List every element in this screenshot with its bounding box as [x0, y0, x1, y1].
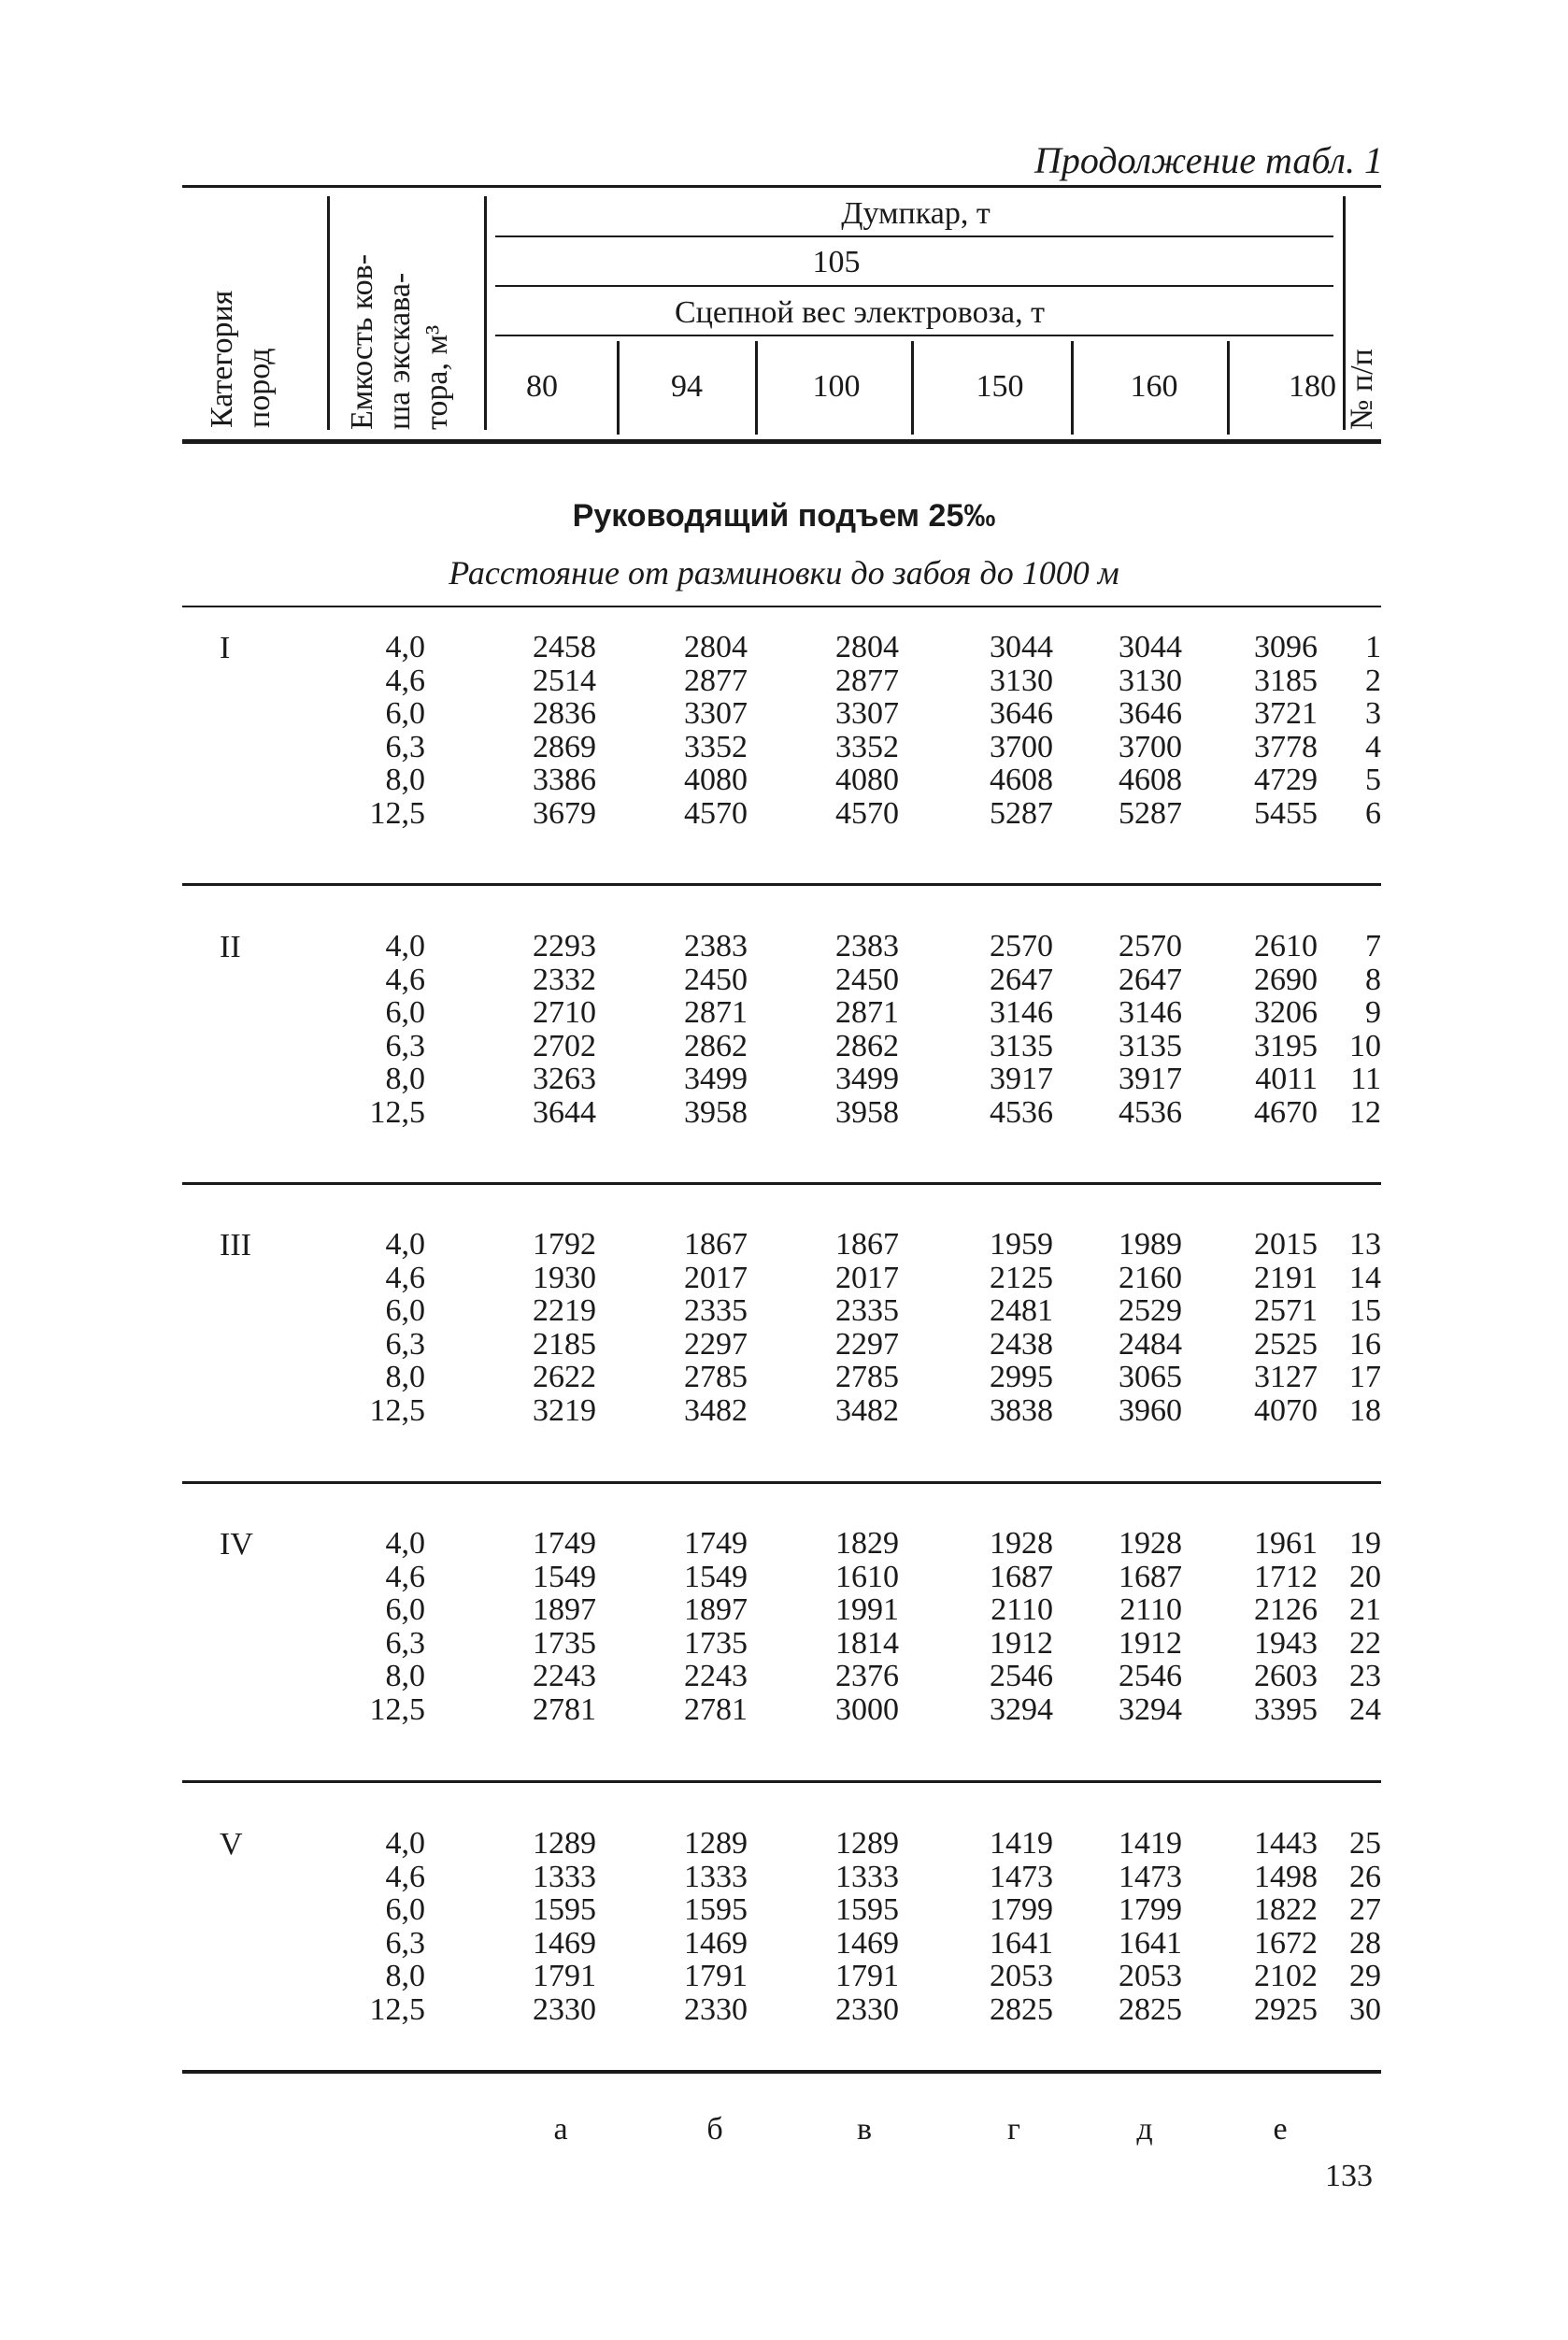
value-cell: 2647 [1119, 962, 1182, 997]
row-number-cell: 17 [1349, 1360, 1381, 1395]
weight-80: 80 [526, 369, 558, 404]
row-number-cell: 2 [1365, 663, 1381, 698]
value-cell: 4570 [835, 796, 899, 831]
value-cell: 1473 [1119, 1859, 1182, 1894]
category-label: V [220, 1827, 243, 1862]
value-cell: 2125 [990, 1260, 1053, 1295]
value-cell: 2571 [1254, 1293, 1318, 1329]
weight-100: 100 [812, 369, 861, 404]
value-cell: 1959 [990, 1227, 1053, 1262]
row-number-cell: 4 [1365, 729, 1381, 764]
value-cell: 1595 [835, 1892, 899, 1928]
row-number-cell: 23 [1349, 1659, 1381, 1694]
value-cell: 2297 [835, 1326, 899, 1362]
row-number-cell: 9 [1365, 995, 1381, 1031]
value-cell: 1792 [533, 1227, 596, 1262]
capacity-cell: 6,3 [385, 1028, 425, 1063]
group-separator-rule [182, 883, 1381, 886]
category-header [204, 291, 278, 428]
value-cell: 2458 [533, 630, 596, 664]
category-label: II [220, 930, 241, 964]
value-cell: 3679 [533, 796, 596, 831]
row-number-cell: 28 [1349, 1925, 1381, 1961]
value-cell: 2825 [990, 1992, 1053, 2027]
value-cell: 3646 [1119, 696, 1182, 732]
row-number-cell: 11 [1350, 1062, 1381, 1097]
capacity-cell: 4,0 [385, 1227, 425, 1262]
value-cell: 2871 [835, 995, 899, 1031]
value-cell: 1289 [684, 1826, 748, 1861]
locomotive-header: Сцепной вес электровоза, т [674, 295, 1045, 330]
row-number-cell: 13 [1349, 1227, 1381, 1262]
weight-divider-1 [617, 341, 620, 435]
value-cell: 1897 [533, 1592, 596, 1628]
locomotive-rule [495, 335, 1333, 336]
value-cell: 4570 [684, 796, 748, 831]
category-label: IV [220, 1527, 253, 1562]
value-cell: 2514 [533, 663, 596, 698]
value-cell: 1419 [1119, 1826, 1182, 1861]
value-cell: 2243 [533, 1659, 596, 1694]
row-number-cell: 10 [1349, 1028, 1381, 1063]
row-number-cell: 12 [1349, 1095, 1381, 1130]
row-number-cell: 29 [1349, 1959, 1381, 1994]
value-cell: 2330 [533, 1992, 596, 2027]
column-letter-e: е [1273, 2112, 1288, 2147]
value-cell: 2330 [835, 1992, 899, 2027]
value-cell: 2570 [990, 929, 1053, 963]
value-cell: 2836 [533, 696, 596, 732]
column-letter-a: а [553, 2112, 568, 2147]
value-cell: 2690 [1254, 962, 1318, 997]
capacity-cell: 8,0 [385, 1062, 425, 1097]
value-cell: 4080 [684, 763, 748, 798]
value-cell: 5455 [1254, 796, 1318, 831]
value-cell: 2877 [684, 663, 748, 698]
value-cell: 3307 [835, 696, 899, 732]
value-cell: 3000 [835, 1692, 899, 1727]
section-rule [182, 606, 1381, 607]
value-cell: 2484 [1119, 1326, 1182, 1362]
value-cell: 5287 [1119, 796, 1182, 831]
capacity-cell: 4,6 [385, 1559, 425, 1594]
value-cell: 3958 [835, 1095, 899, 1130]
weight-divider-5 [1227, 341, 1230, 435]
row-number-cell: 24 [1349, 1692, 1381, 1727]
dumpcar-value: 105 [812, 245, 861, 279]
value-cell: 2335 [835, 1293, 899, 1329]
value-cell: 3499 [684, 1062, 748, 1097]
capacity-cell: 12,5 [369, 1095, 425, 1130]
value-cell: 2570 [1119, 929, 1182, 963]
value-cell: 3482 [684, 1393, 748, 1428]
category-header-line-2: пород [242, 348, 277, 428]
value-cell: 2110 [991, 1592, 1053, 1628]
capacity-cell: 6,0 [385, 1892, 425, 1928]
row-number-cell: 30 [1349, 1992, 1381, 2027]
dumpcar-rule [495, 235, 1333, 237]
value-cell: 2804 [835, 630, 899, 664]
value-cell: 1897 [684, 1592, 748, 1628]
value-cell: 2017 [835, 1260, 899, 1295]
value-cell: 3127 [1254, 1360, 1318, 1395]
value-cell: 1735 [684, 1625, 748, 1661]
row-number-cell: 14 [1349, 1260, 1381, 1295]
row-number-cell: 25 [1349, 1826, 1381, 1861]
row-number-cell: 3 [1365, 696, 1381, 732]
value-cell: 2450 [684, 962, 748, 997]
value-cell: 2647 [990, 962, 1053, 997]
section-subtitle: Расстояние от разминовки до забоя до 1000 м [449, 554, 1119, 592]
value-cell: 1333 [835, 1859, 899, 1894]
weight-160: 160 [1130, 369, 1178, 404]
value-cell: 3700 [1119, 729, 1182, 764]
table-caption: Продолжение табл. 1 [1033, 139, 1383, 181]
value-cell: 3146 [990, 995, 1053, 1031]
value-cell: 1912 [990, 1625, 1053, 1661]
value-cell: 2335 [684, 1293, 748, 1329]
capacity-cell: 6,3 [385, 729, 425, 764]
value-cell: 1595 [533, 1892, 596, 1928]
value-cell: 1943 [1254, 1625, 1318, 1661]
value-cell: 1469 [533, 1925, 596, 1961]
capacity-cell: 4,6 [385, 1260, 425, 1295]
value-cell: 1829 [835, 1526, 899, 1561]
value-cell: 2160 [1119, 1260, 1182, 1295]
category-label: I [220, 631, 231, 665]
value-cell: 3206 [1254, 995, 1318, 1031]
weight-180: 180 [1289, 369, 1336, 404]
value-cell: 1641 [1119, 1925, 1182, 1961]
value-cell: 2862 [835, 1028, 899, 1063]
value-cell: 2877 [835, 663, 899, 698]
value-cell: 2710 [533, 995, 596, 1031]
row-number-cell: 20 [1349, 1559, 1381, 1594]
value-cell: 3646 [990, 696, 1053, 732]
capacity-cell: 12,5 [369, 1992, 425, 2027]
value-cell: 3263 [533, 1062, 596, 1097]
value-cell: 2781 [684, 1692, 748, 1727]
weight-150: 150 [976, 369, 1024, 404]
column-letter-g: г [1007, 2112, 1020, 2147]
value-cell: 2825 [1119, 1992, 1182, 2027]
capacity-header-line-1: Емкость ков- [345, 253, 379, 430]
capacity-header [344, 254, 456, 430]
value-cell: 3482 [835, 1393, 899, 1428]
category-header-line-1: Категория [205, 290, 239, 428]
value-cell: 3307 [684, 696, 748, 732]
column-letter-d: д [1136, 2112, 1153, 2147]
capacity-cell: 12,5 [369, 1692, 425, 1727]
value-cell: 2297 [684, 1326, 748, 1362]
value-cell: 3294 [1119, 1692, 1182, 1727]
value-cell: 3352 [684, 729, 748, 764]
value-cell: 2781 [533, 1692, 596, 1727]
value-cell: 1549 [684, 1559, 748, 1594]
value-cell: 1473 [990, 1859, 1053, 1894]
value-cell: 1641 [990, 1925, 1053, 1961]
row-number-cell: 19 [1349, 1526, 1381, 1561]
group-separator-rule [182, 1780, 1381, 1783]
value-cell: 4070 [1254, 1393, 1318, 1428]
value-cell: 1610 [835, 1559, 899, 1594]
value-cell: 4536 [1119, 1095, 1182, 1130]
value-cell: 3135 [990, 1028, 1053, 1063]
value-cell: 1687 [1119, 1559, 1182, 1594]
value-cell: 2525 [1254, 1326, 1318, 1362]
row-number-cell: 22 [1349, 1625, 1381, 1661]
value-cell: 3294 [990, 1692, 1053, 1727]
value-cell: 1867 [684, 1227, 748, 1262]
value-cell: 1469 [684, 1925, 748, 1961]
value-cell: 2243 [684, 1659, 748, 1694]
capacity-cell: 12,5 [369, 1393, 425, 1428]
column-letter-v: в [856, 2112, 873, 2147]
capacity-header-line-3: тора, м³ [420, 324, 454, 430]
value-cell: 3960 [1119, 1393, 1182, 1428]
value-cell: 1961 [1254, 1526, 1318, 1561]
value-cell: 2053 [1119, 1959, 1182, 1994]
value-cell: 2871 [684, 995, 748, 1031]
capacity-cell: 6,3 [385, 1925, 425, 1961]
value-cell: 3044 [1119, 630, 1182, 664]
value-cell: 2293 [533, 929, 596, 963]
page-number: 133 [1325, 2159, 1373, 2193]
value-cell: 2785 [835, 1360, 899, 1395]
value-cell: 1687 [990, 1559, 1053, 1594]
dumpcar-value-rule [495, 285, 1333, 287]
capacity-cell: 4,0 [385, 929, 425, 963]
capacity-cell: 6,0 [385, 1592, 425, 1628]
category-label: III [220, 1228, 251, 1263]
value-cell: 1989 [1119, 1227, 1182, 1262]
header-top-rule [182, 185, 1381, 188]
value-cell: 1749 [533, 1526, 596, 1561]
capacity-header-line-2: ша экскава- [382, 272, 417, 430]
value-cell: 2126 [1254, 1592, 1318, 1628]
value-cell: 2102 [1254, 1959, 1318, 1994]
row-number-cell: 15 [1349, 1293, 1381, 1329]
capacity-cell: 8,0 [385, 1959, 425, 1994]
value-cell: 1443 [1254, 1826, 1318, 1861]
value-cell: 3135 [1119, 1028, 1182, 1063]
value-cell: 2546 [1119, 1659, 1182, 1694]
value-cell: 2332 [533, 962, 596, 997]
row-number-cell: 5 [1365, 763, 1381, 798]
value-cell: 4011 [1255, 1062, 1318, 1097]
value-cell: 1867 [835, 1227, 899, 1262]
value-cell: 1912 [1119, 1625, 1182, 1661]
capacity-cell: 4,6 [385, 1859, 425, 1894]
value-cell: 1791 [533, 1959, 596, 1994]
value-cell: 3778 [1254, 729, 1318, 764]
value-cell: 2017 [684, 1260, 748, 1295]
value-cell: 1749 [684, 1526, 748, 1561]
value-cell: 2862 [684, 1028, 748, 1063]
value-cell: 1289 [533, 1826, 596, 1861]
value-cell: 2603 [1254, 1659, 1318, 1694]
weight-94: 94 [671, 369, 703, 404]
value-cell: 2185 [533, 1326, 596, 1362]
row-number-cell: 27 [1349, 1892, 1381, 1928]
value-cell: 3219 [533, 1393, 596, 1428]
group-separator-rule [182, 1182, 1381, 1185]
value-cell: 1549 [533, 1559, 596, 1594]
row-number-cell: 26 [1349, 1859, 1381, 1894]
value-cell: 3185 [1254, 663, 1318, 698]
value-cell: 2804 [684, 630, 748, 664]
value-cell: 3917 [1119, 1062, 1182, 1097]
capacity-cell: 4,0 [385, 1826, 425, 1861]
value-cell: 1814 [835, 1625, 899, 1661]
value-cell: 4080 [835, 763, 899, 798]
weight-divider-2 [755, 341, 758, 435]
value-cell: 2529 [1119, 1293, 1182, 1329]
value-cell: 1791 [684, 1959, 748, 1994]
group-separator-rule [182, 2070, 1381, 2074]
value-cell: 2219 [533, 1293, 596, 1329]
value-cell: 4536 [990, 1095, 1053, 1130]
value-cell: 1419 [990, 1826, 1053, 1861]
value-cell: 2481 [990, 1293, 1053, 1329]
value-cell: 3700 [990, 729, 1053, 764]
header-divider-1 [327, 196, 330, 430]
value-cell: 3044 [990, 630, 1053, 664]
value-cell: 1712 [1254, 1559, 1318, 1594]
capacity-cell: 8,0 [385, 763, 425, 798]
value-cell: 3644 [533, 1095, 596, 1130]
value-cell: 2383 [835, 929, 899, 963]
section-title: Руководящий подъем 25‰ [572, 498, 996, 534]
value-cell: 2191 [1254, 1260, 1318, 1295]
dumpcar-header: Думпкар, т [841, 196, 991, 231]
row-number-cell: 7 [1365, 929, 1381, 963]
value-cell: 4670 [1254, 1095, 1318, 1130]
value-cell: 2376 [835, 1659, 899, 1694]
value-cell: 3721 [1254, 696, 1318, 732]
row-number-cell: 1 [1365, 630, 1381, 664]
value-cell: 5287 [990, 796, 1053, 831]
value-cell: 2383 [684, 929, 748, 963]
weight-divider-3 [911, 341, 914, 435]
value-cell: 1333 [533, 1859, 596, 1894]
value-cell: 4729 [1254, 763, 1318, 798]
column-letter-b: б [706, 2112, 723, 2147]
value-cell: 1928 [990, 1526, 1053, 1561]
value-cell: 2869 [533, 729, 596, 764]
group-separator-rule [182, 1481, 1381, 1484]
value-cell: 3065 [1119, 1360, 1182, 1395]
row-number-cell: 21 [1349, 1592, 1381, 1628]
value-cell: 2438 [990, 1326, 1053, 1362]
value-cell: 1469 [835, 1925, 899, 1961]
value-cell: 2450 [835, 962, 899, 997]
value-cell: 1928 [1119, 1526, 1182, 1561]
value-cell: 3386 [533, 763, 596, 798]
value-cell: 3352 [835, 729, 899, 764]
capacity-cell: 6,3 [385, 1326, 425, 1362]
value-cell: 3958 [684, 1095, 748, 1130]
value-cell: 1595 [684, 1892, 748, 1928]
header-divider-2 [484, 196, 487, 430]
capacity-cell: 12,5 [369, 796, 425, 831]
value-cell: 2925 [1254, 1992, 1318, 2027]
value-cell: 1498 [1254, 1859, 1318, 1894]
value-cell: 1791 [835, 1959, 899, 1994]
value-cell: 3146 [1119, 995, 1182, 1031]
value-cell: 4608 [990, 763, 1053, 798]
value-cell: 3917 [990, 1062, 1053, 1097]
value-cell: 1930 [533, 1260, 596, 1295]
value-cell: 2622 [533, 1360, 596, 1395]
value-cell: 3195 [1254, 1028, 1318, 1063]
capacity-cell: 6,0 [385, 696, 425, 732]
value-cell: 3499 [835, 1062, 899, 1097]
capacity-cell: 4,0 [385, 630, 425, 664]
value-cell: 2785 [684, 1360, 748, 1395]
value-cell: 2610 [1254, 929, 1318, 963]
capacity-cell: 4,0 [385, 1526, 425, 1561]
value-cell: 1289 [835, 1826, 899, 1861]
row-number-cell: 16 [1349, 1326, 1381, 1362]
weight-divider-4 [1071, 341, 1074, 435]
value-cell: 3130 [990, 663, 1053, 698]
capacity-cell: 6,3 [385, 1625, 425, 1661]
value-cell: 1672 [1254, 1925, 1318, 1961]
capacity-cell: 6,0 [385, 1293, 425, 1329]
value-cell: 1799 [990, 1892, 1053, 1928]
value-cell: 3130 [1119, 663, 1182, 698]
capacity-cell: 6,0 [385, 995, 425, 1031]
value-cell: 1799 [1119, 1892, 1182, 1928]
row-number-header: № п/п [1345, 349, 1379, 430]
value-cell: 2110 [1119, 1592, 1182, 1628]
value-cell: 1333 [684, 1859, 748, 1894]
value-cell: 2546 [990, 1659, 1053, 1694]
value-cell: 1991 [835, 1592, 899, 1628]
value-cell: 3395 [1254, 1692, 1318, 1727]
capacity-cell: 8,0 [385, 1659, 425, 1694]
capacity-cell: 4,6 [385, 962, 425, 997]
row-number-cell: 18 [1349, 1393, 1381, 1428]
value-cell: 2015 [1254, 1227, 1318, 1262]
value-cell: 2330 [684, 1992, 748, 2027]
capacity-cell: 8,0 [385, 1360, 425, 1395]
row-number-cell: 8 [1365, 962, 1381, 997]
capacity-cell: 4,6 [385, 663, 425, 698]
row-number-cell: 6 [1365, 796, 1381, 831]
value-cell: 1735 [533, 1625, 596, 1661]
value-cell: 2702 [533, 1028, 596, 1063]
value-cell: 2995 [990, 1360, 1053, 1395]
value-cell: 4608 [1119, 763, 1182, 798]
header-bottom-rule [182, 439, 1381, 444]
value-cell: 1822 [1254, 1892, 1318, 1928]
value-cell: 3096 [1254, 630, 1318, 664]
value-cell: 2053 [990, 1959, 1053, 1994]
value-cell: 3838 [990, 1393, 1053, 1428]
